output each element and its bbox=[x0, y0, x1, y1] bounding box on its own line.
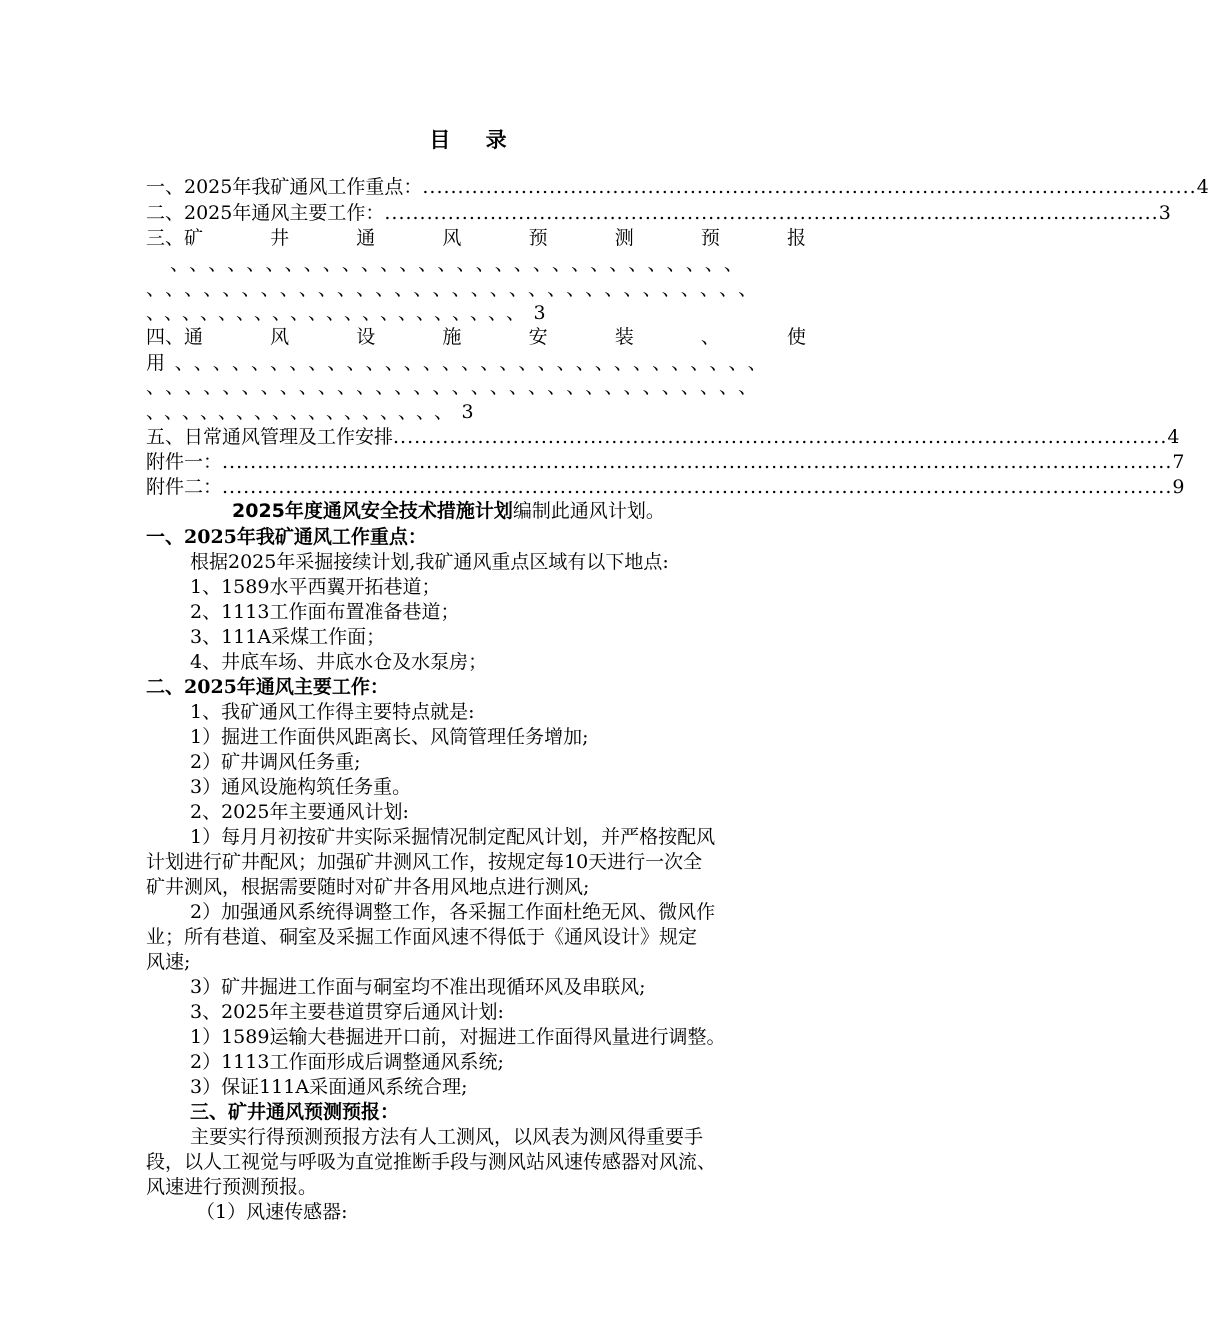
toc-entry[interactable] bbox=[146, 424, 1180, 450]
paragraph: 1、我矿通风工作得主要特点就是: bbox=[190, 701, 475, 723]
toc-entry-label: 附件一： bbox=[146, 451, 223, 473]
toc-entry-char: 四、通 bbox=[146, 326, 204, 348]
toc-entry-char: 设 bbox=[356, 326, 376, 348]
paragraph: 主要实行得预测预报方法有人工测风，以风表为测风得重要手 bbox=[190, 1126, 704, 1148]
section-2-heading: 二、2025年通风主要工作： bbox=[146, 676, 389, 698]
paragraph: 计划进行矿井配风；加强矿井测风工作，按规定每10天进行一次全 bbox=[146, 851, 703, 873]
toc-page-number: 9 bbox=[1172, 476, 1185, 498]
toc-entry-char: 预 bbox=[700, 227, 720, 249]
paragraph: 3、2025年主要巷道贯穿后通风计划: bbox=[190, 1001, 504, 1023]
toc-entry-char: 报 bbox=[786, 227, 806, 249]
list-item: 4、井底车场、井底水仓及水泵房； bbox=[190, 651, 488, 673]
paragraph: 3）矿井掘进工作面与硐室均不准出现循环风及串联风; bbox=[190, 976, 646, 998]
toc-leader: 、、、、、、、、、、、、、、、、、、、、、、、、、、、、、、 bbox=[170, 253, 753, 275]
section-3-heading: 三、矿井通风预测预报： bbox=[190, 1101, 400, 1123]
paragraph: 风速; bbox=[146, 951, 191, 973]
toc-entry-char: 井 bbox=[270, 227, 290, 249]
list-item: 3、111A采煤工作面； bbox=[190, 626, 386, 648]
paragraph: 根据2025年采掘接续计划,我矿通风重点区域有以下地点: bbox=[190, 551, 669, 573]
plan-title: 2025年度通风安全技术措施计划 bbox=[232, 500, 513, 522]
paragraph: 2）1113工作面形成后调整通风系统; bbox=[190, 1051, 504, 1073]
paragraph: 段，以人工视觉与呼吸为直觉推断手段与测风站风速传感器对风流、 bbox=[146, 1151, 717, 1173]
toc-entry-label: 五、日常通风管理及工作安排 bbox=[146, 426, 394, 448]
toc-entry[interactable] bbox=[146, 474, 1185, 500]
toc-entry-3[interactable] bbox=[146, 225, 806, 251]
toc-entry-char: 装 bbox=[614, 326, 634, 348]
paragraph: 3）保证111A采面通风系统合理; bbox=[190, 1076, 468, 1098]
toc-entry-label: 一、2025年我矿通风工作重点： bbox=[146, 176, 423, 198]
paragraph: 2）矿井调风任务重; bbox=[190, 751, 361, 773]
toc-entry-char: 三、矿 bbox=[146, 227, 204, 249]
toc-entry-char: 预 bbox=[528, 227, 548, 249]
toc-leader-with-page: 、、、、、、、、、、、、、、、、、、、、、3 bbox=[146, 302, 555, 324]
toc-entry-label: 附件二： bbox=[146, 476, 223, 498]
toc-leader-with-page: 、、、、、、、、、、、、、、、、、3 bbox=[146, 401, 483, 423]
toc-leader: ....................................................................................................................................... bbox=[222, 451, 1173, 473]
plan-title-suffix: 编制此通风计划。 bbox=[512, 500, 665, 522]
list-item: 2、1113工作面布置准备巷道； bbox=[190, 601, 460, 623]
toc-page-number: 4 bbox=[1167, 426, 1180, 448]
paragraph: 1）每月月初按矿井实际采掘情况制定配风计划，并严格按配风 bbox=[190, 826, 716, 848]
toc-entry-char: 使 bbox=[786, 326, 806, 348]
toc-leader: 用、、、、、、、、、、、、、、、、、、、、、、、、、、、、、、、 bbox=[146, 352, 777, 374]
toc-leader: 、、、、、、、、、、、、、、、、、、、、、、、、、、、、、、、、 bbox=[146, 278, 767, 300]
toc-page-number: 4 bbox=[1196, 176, 1209, 198]
paragraph: 矿井测风，根据需要随时对矿井各用风地点进行测风; bbox=[146, 876, 590, 898]
toc-leader: .............................................................................................................. bbox=[384, 202, 1159, 224]
toc-entry-char: 风 bbox=[270, 326, 290, 348]
toc-leader: ....................................................................................................................................... bbox=[222, 476, 1173, 498]
toc-entry-char: 、 bbox=[700, 326, 720, 348]
list-item: 1、1589水平西翼开拓巷道； bbox=[190, 576, 441, 598]
toc-entry[interactable] bbox=[146, 449, 1185, 475]
paragraph: 2、2025年主要通风计划: bbox=[190, 801, 409, 823]
toc-title: 目 录 bbox=[429, 127, 521, 152]
paragraph: 1）掘进工作面供风距离长、风筒管理任务增加; bbox=[190, 726, 589, 748]
toc-entry-label: 二、2025年通风主要工作： bbox=[146, 202, 385, 224]
toc-entry-char: 测 bbox=[614, 227, 634, 249]
section-1-heading: 一、2025年我矿通风工作重点： bbox=[146, 526, 427, 548]
toc-entry-char: 通 bbox=[356, 227, 376, 249]
toc-entry-4[interactable] bbox=[146, 324, 806, 350]
paragraph: 业；所有巷道、硐室及采掘工作面风速不得低于《通风设计》规定 bbox=[146, 926, 698, 948]
paragraph: 3）通风设施构筑任务重。 bbox=[190, 776, 412, 798]
toc-page-number: 7 bbox=[1172, 451, 1185, 473]
plan-title-line bbox=[232, 498, 665, 524]
paragraph: 1）1589运输大巷掘进开口前，对掘进工作面得风量进行调整。 bbox=[190, 1026, 726, 1048]
toc-leader: .............................................................................................................. bbox=[422, 176, 1197, 198]
paragraph: 风速进行预测预报。 bbox=[146, 1176, 318, 1198]
paragraph: 2）加强通风系统得调整工作，各采掘工作面杜绝无风、微风作 bbox=[190, 901, 716, 923]
toc-entry-char: 风 bbox=[442, 227, 462, 249]
paragraph: （1）风速传感器: bbox=[196, 1201, 348, 1223]
toc-leader: .............................................................................................................. bbox=[393, 426, 1168, 448]
toc-entry[interactable] bbox=[146, 174, 1209, 200]
toc-entry-char: 安 bbox=[528, 326, 548, 348]
toc-page-number: 3 bbox=[1158, 202, 1171, 224]
toc-entry[interactable] bbox=[146, 200, 1171, 226]
toc-leader: 、、、、、、、、、、、、、、、、、、、、、、、、、、、、、、、、 bbox=[146, 376, 767, 398]
toc-entry-char: 施 bbox=[442, 326, 462, 348]
